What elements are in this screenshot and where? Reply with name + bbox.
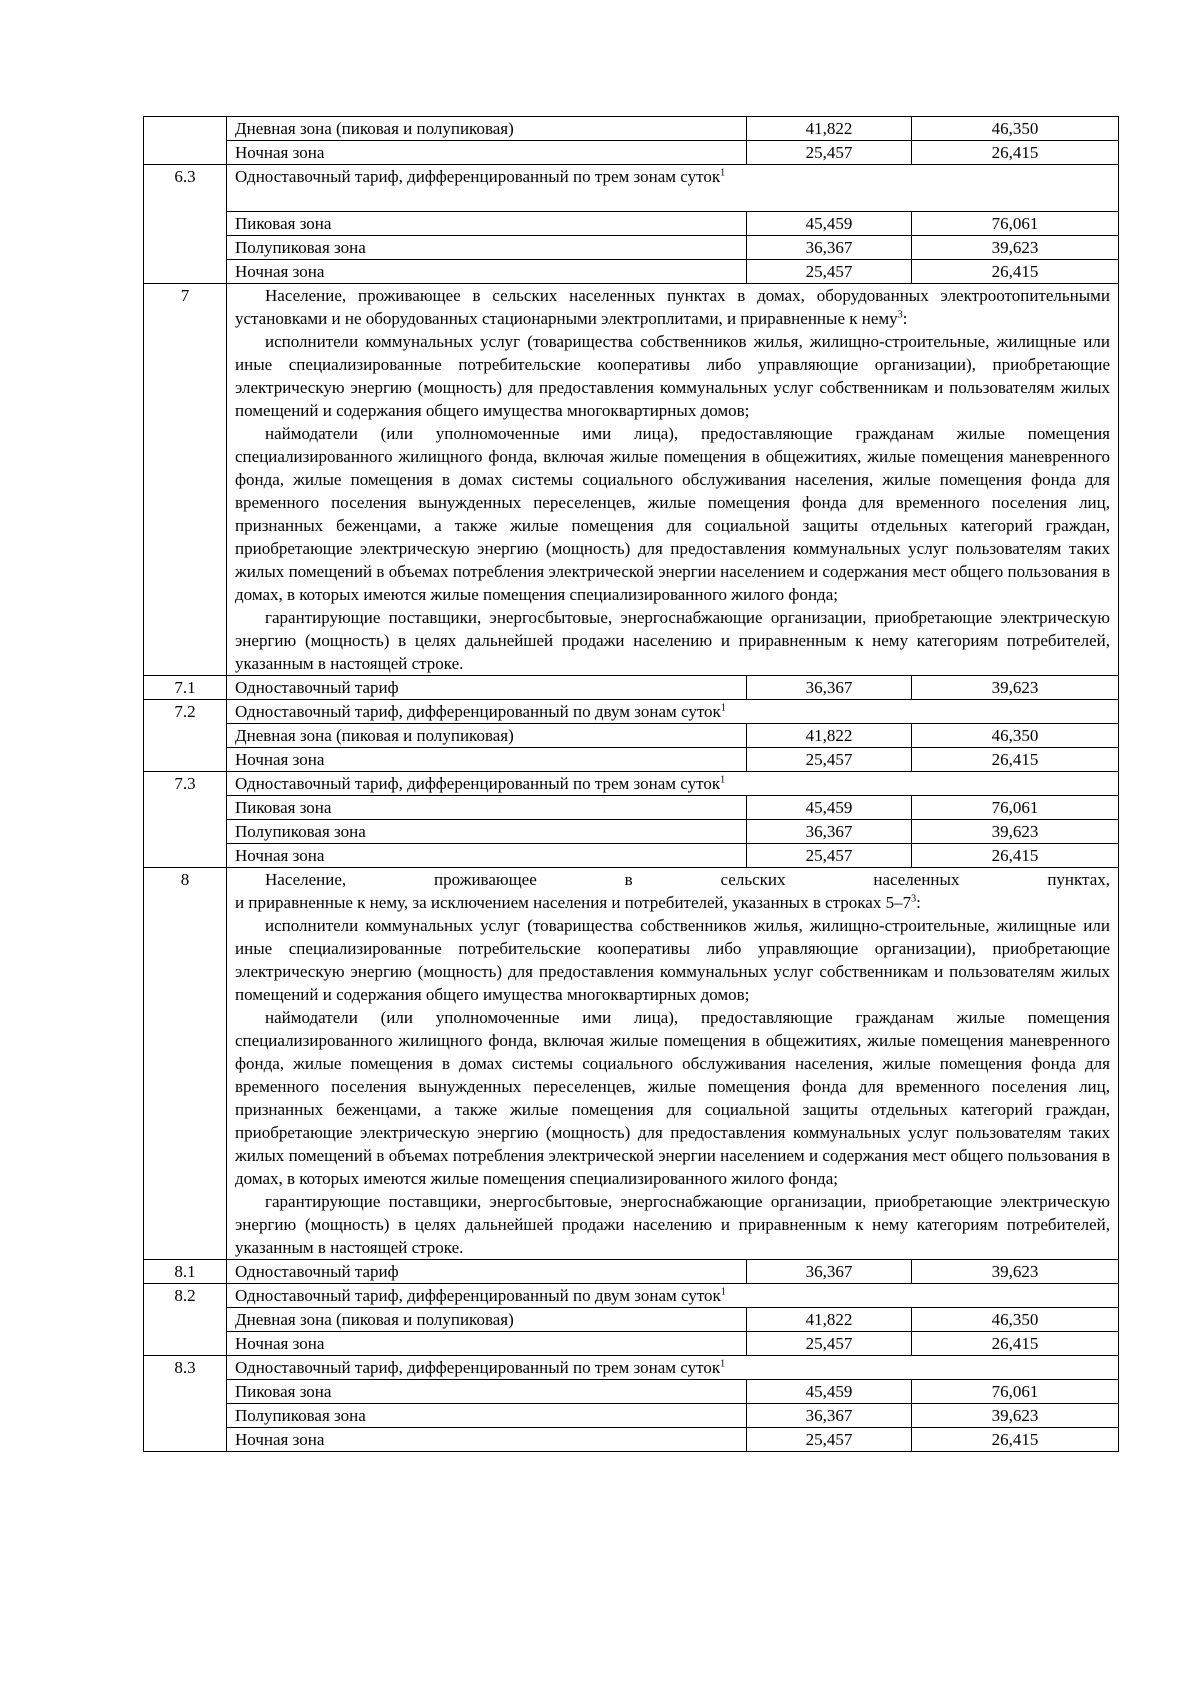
row-number: 8.2 [144,1284,227,1356]
tariff-value-2: 26,415 [912,844,1119,868]
tariff-value-1: 25,457 [747,844,912,868]
tariff-title: Одноставочный тариф, дифференцированный по двум зонам суток$^1$ [227,700,1119,724]
tariff-value-1: 25,457 [747,141,912,165]
category-paragraph: исполнители коммунальных услуг (товарищества собственников жилья, жилищно-строительные, жилищные или иные специализированные потребительские кооперативы либо управляющие организации), приобретающие электрическую энергию (мощность) для предоставления коммунальных услуг собственникам и пользователям жилых помещений и содержания общего имущества многоквартирных домов; [235,332,1110,420]
tariff-value-1: 36,367 [747,676,912,700]
category-paragraph: исполнители коммунальных услуг (товарищества собственников жилья, жилищно-строительные, жилищные или иные специализированные потребительские кооперативы либо управляющие организации), приобретающие электрическую энергию (мощность) для предоставления коммунальных услуг собственникам и пользователям жилых помещений и содержания общего имущества многоквартирных домов; [235,916,1110,1004]
tariff-value-1: 45,459 [747,212,912,236]
tariff-value-1: 45,459 [747,1380,912,1404]
category-paragraph: наймодатели (или уполномоченные ими лица), предоставляющие гражданам жилые помещения специализированного жилищного фонда, включая жилые помещения в общежитиях, жилые помещения маневренного фонда, жилые помещения в домах системы социального обслуживания населения, жилые помещения фонда для временного поселения вынужденных переселенцев, жилые помещения фонда для временного поселения лиц, признанных беженцами, а также жилые помещения для социальной защиты отдельных категорий граждан, приобретающие электрическую энергию (мощность) для предоставления коммунальных услуг пользователям таких жилых помещений в объемах потребления электрической энергии населением и содержания мест общего пользования в домах, в которых имеются жилые помещения специализированного жилого фонда; [235,1008,1110,1188]
table-row [144,1404,1119,1428]
tariff-value-2: 26,415 [912,1428,1119,1452]
category-paragraph: гарантирующие поставщики, энергосбытовые, энергоснабжающие организации, приобретающие электрическую энергию (мощность) в целях дальнейшей продажи населению и приравненным к нему категориям потребителей, указанным в настоящей строке. [235,1192,1110,1257]
category-description [227,284,1119,676]
table-row [144,1380,1119,1404]
zone-label: Ночная зона [227,260,747,284]
category-heading: Население, проживающее в сельских населенных пунктах в домах, оборудованных электроотопительными установками и не оборудованных стационарными электроплитами, и приравненные к нему$^3$: [235,286,1110,328]
category-heading-continued: и приравненные к нему, за исключением населения и потребителей, указанных в строках $5-7^3$: [235,893,921,912]
tariff-label: Одноставочный тариф [227,676,747,700]
row-number-cell [144,117,227,165]
table-row [144,1284,1119,1308]
tariff-value-1: 25,457 [747,748,912,772]
tariff-value-1: 25,457 [747,1332,912,1356]
row-number: 8.3 [144,1356,227,1452]
zone-label: Ночная зона [227,1332,747,1356]
tariff-table [143,116,1119,1452]
table-row [144,796,1119,820]
category-description [227,868,1119,1260]
table-row [144,724,1119,748]
table-row [144,236,1119,260]
table-row [144,700,1119,724]
table-row [144,1356,1119,1380]
zone-label: Ночная зона [227,141,747,165]
zone-label: Дневная зона (пиковая и полупиковая) [227,117,747,141]
tariff-value-2: 46,350 [912,724,1119,748]
table-row [144,772,1119,796]
tariff-value-1: 25,457 [747,260,912,284]
table-row [144,748,1119,772]
zone-label: Полупиковая зона [227,236,747,260]
table-row [144,284,1119,676]
tariff-value-2: 26,415 [912,1332,1119,1356]
zone-label: Пиковая зона [227,796,747,820]
table-row [144,820,1119,844]
table-row [144,260,1119,284]
tariff-value-1: 36,367 [747,1260,912,1284]
tariff-value-1: 25,457 [747,1428,912,1452]
tariff-value-1: 36,367 [747,236,912,260]
row-number: 8.1 [144,1260,227,1284]
table-row [144,1428,1119,1452]
zone-label: Дневная зона (пиковая и полупиковая) [227,1308,747,1332]
tariff-value-2: 76,061 [912,1380,1119,1404]
category-paragraph: гарантирующие поставщики, энергосбытовые, энергоснабжающие организации, приобретающие электрическую энергию (мощность) в целях дальнейшей продажи населению и приравненным к нему категориям потребителей, указанным в настоящей строке. [235,608,1110,673]
tariff-value-1: 45,459 [747,796,912,820]
row-number: 7.2 [144,700,227,772]
table-row [144,868,1119,1260]
row-number: 6.3 [144,165,227,284]
tariff-title: Одноставочный тариф, дифференцированный по трем зонам суток$^1$ [227,772,1119,796]
tariff-value-2: 26,415 [912,141,1119,165]
table-row [144,1332,1119,1356]
table-row [144,117,1119,141]
row-number: 8 [144,868,227,1260]
zone-label: Ночная зона [227,1428,747,1452]
tariff-value-2: 26,415 [912,260,1119,284]
tariff-value-2: 39,623 [912,676,1119,700]
zone-label: Полупиковая зона [227,1404,747,1428]
tariff-value-2: 39,623 [912,820,1119,844]
row-number: 7.3 [144,772,227,868]
tariff-value-2: 76,061 [912,212,1119,236]
table-row [144,1260,1119,1284]
table-row [144,141,1119,165]
tariff-value-1: 36,367 [747,1404,912,1428]
table-row [144,844,1119,868]
category-heading: Население, проживающее в сельских населенных пунктах, [265,870,1110,889]
tariff-title: Одноставочный тариф, дифференцированный по трем зонам суток$^1$ [227,165,1119,212]
category-paragraph: наймодатели (или уполномоченные ими лица), предоставляющие гражданам жилые помещения специализированного жилищного фонда, включая жилые помещения в общежитиях, жилые помещения маневренного фонда, жилые помещения в домах системы социального обслуживания населения, жилые помещения фонда для временного поселения вынужденных переселенцев, жилые помещения фонда для временного поселения лиц, признанных беженцами, а также жилые помещения для социальной защиты отдельных категорий граждан, приобретающие электрическую энергию (мощность) для предоставления коммунальных услуг пользователям таких жилых помещений в объемах потребления электрической энергии населением и содержания мест общего пользования в домах, в которых имеются жилые помещения специализированного жилого фонда; [235,424,1110,604]
table-row [144,1308,1119,1332]
tariff-value-1: 36,367 [747,820,912,844]
tariff-value-2: 39,623 [912,236,1119,260]
tariff-value-1: 41,822 [747,117,912,141]
tariff-value-2: 46,350 [912,117,1119,141]
row-number: 7 [144,284,227,676]
tariff-value-1: 41,822 [747,1308,912,1332]
tariff-title: Одноставочный тариф, дифференцированный по двум зонам суток$^1$ [227,1284,1119,1308]
zone-label: Ночная зона [227,844,747,868]
table-row [144,165,1119,212]
tariff-value-1: 41,822 [747,724,912,748]
table-row [144,676,1119,700]
tariff-value-2: 76,061 [912,796,1119,820]
tariff-title: Одноставочный тариф, дифференцированный по трем зонам суток$^1$ [227,1356,1119,1380]
tariff-value-2: 26,415 [912,748,1119,772]
zone-label: Пиковая зона [227,212,747,236]
zone-label: Ночная зона [227,748,747,772]
tariff-label: Одноставочный тариф [227,1260,747,1284]
tariff-value-2: 46,350 [912,1308,1119,1332]
zone-label: Дневная зона (пиковая и полупиковая) [227,724,747,748]
zone-label: Полупиковая зона [227,820,747,844]
tariff-value-2: 39,623 [912,1404,1119,1428]
tariff-value-2: 39,623 [912,1260,1119,1284]
table-row [144,212,1119,236]
row-number: 7.1 [144,676,227,700]
zone-label: Пиковая зона [227,1380,747,1404]
